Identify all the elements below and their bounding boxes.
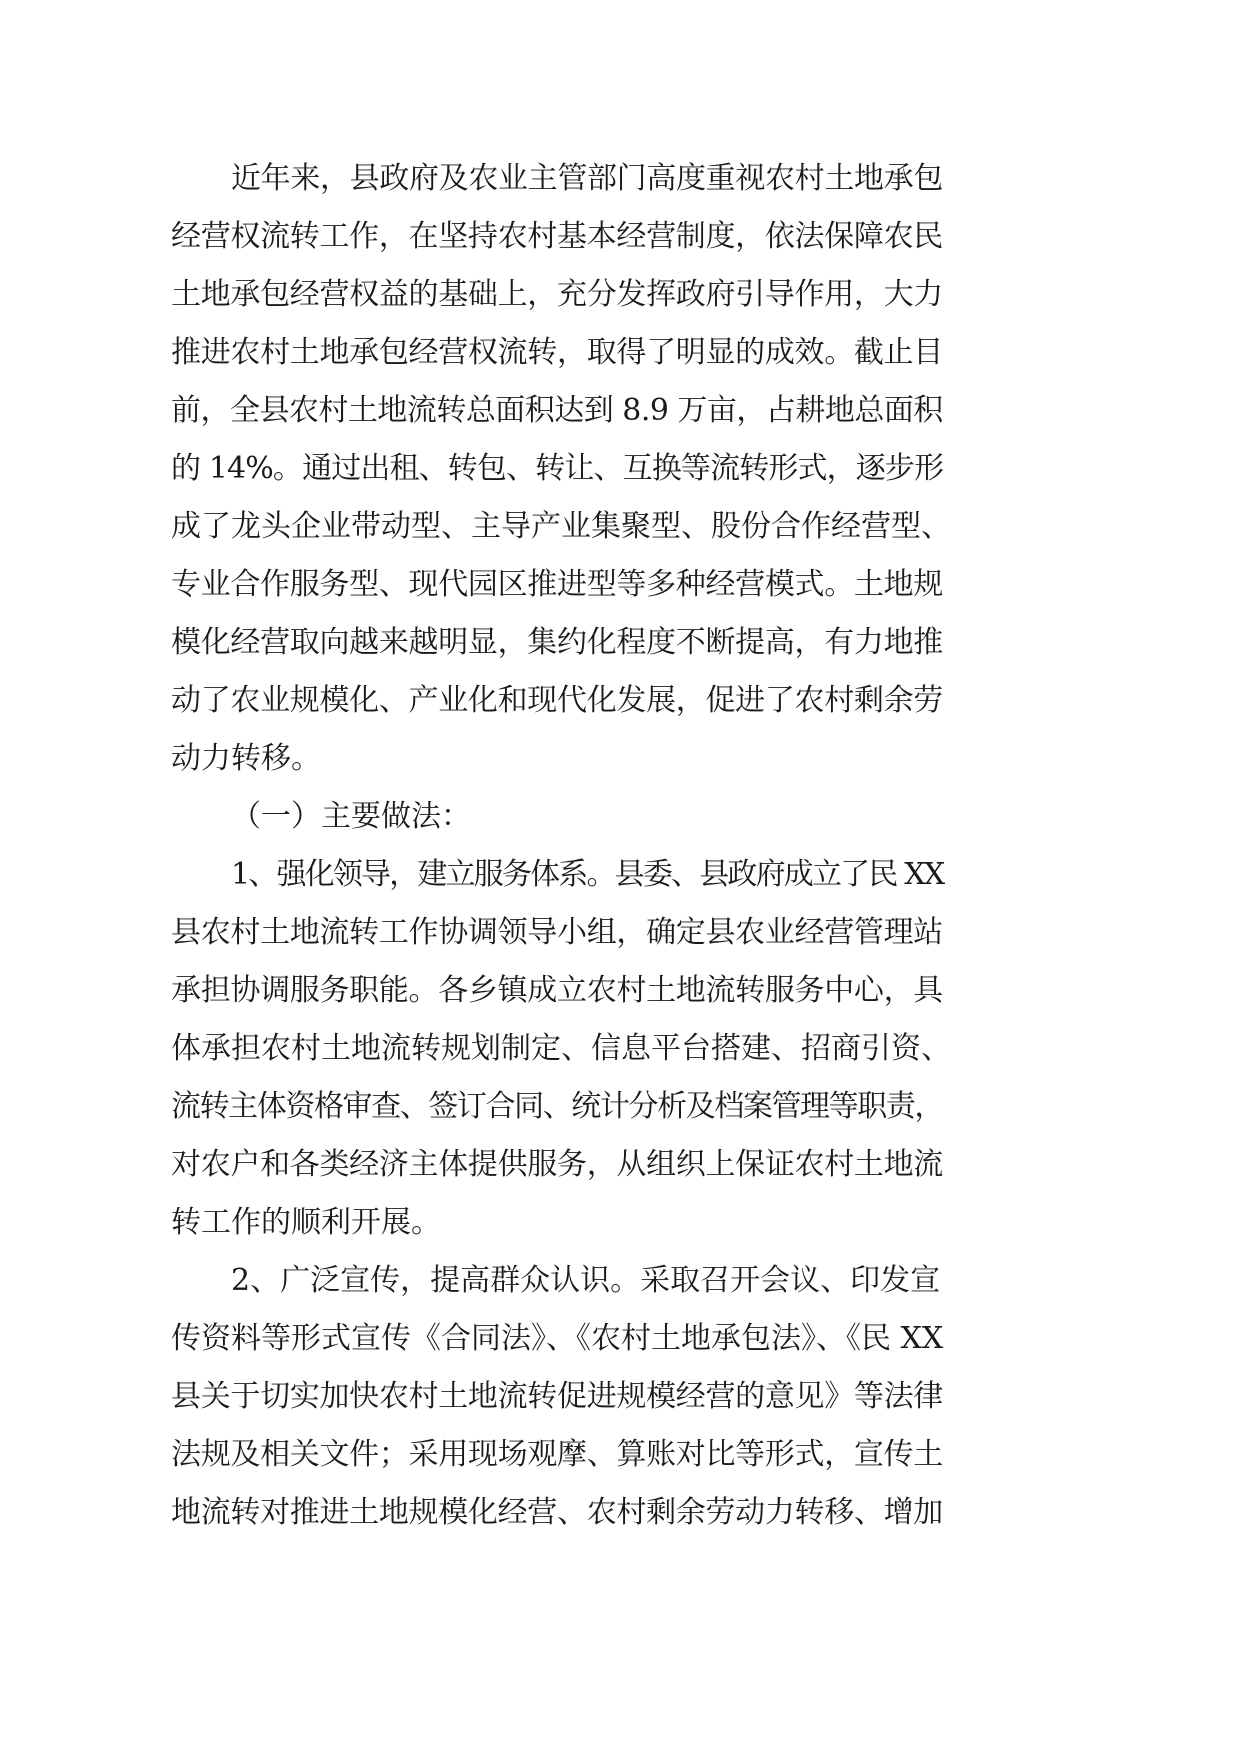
text-line: 县农村土地流转工作协调领导小组，确定县农业经营管理站 <box>171 915 943 950</box>
text-line: 近年来，县政府及农业主管部门高度重视农村土地承包 <box>231 161 943 196</box>
text-line: 传资料等形式宣传《合同法》、《农村土地承包法》、《民 XX <box>171 1321 944 1356</box>
text-line: 流转主体资格审查、签订合同、统计分析及档案管理等职责， <box>171 1089 943 1124</box>
text-line: 体承担农村土地流转规划制定、信息平台搭建、招商引资、 <box>171 1031 951 1066</box>
text-line: 对农户和各类经济主体提供服务，从组织上保证农村土地流 <box>171 1147 943 1182</box>
text-line: 前，全县农村土地流转总面积达到 8.9 万亩，占耕地总面积 <box>171 393 943 428</box>
text-line: 动力转移。 <box>171 741 321 776</box>
text-line: 地流转对推进土地规模化经营、农村剩余劳动力转移、增加 <box>171 1495 943 1530</box>
text-line: 经营权流转工作，在坚持农村基本经营制度，依法保障农民 <box>171 219 943 254</box>
text-line: 1、强化领导，建立服务体系。县委、县政府成立了民 XX <box>231 857 944 892</box>
section-heading: （一）主要做法： <box>231 799 471 834</box>
text-line: 推进农村土地承包经营权流转，取得了明显的成效。截止目 <box>171 335 943 370</box>
text-line: 动了农业规模化、产业化和现代化发展，促进了农村剩余劳 <box>171 683 943 718</box>
text-line: 转工作的顺利开展。 <box>171 1205 441 1240</box>
text-line: 模化经营取向越来越明显，集约化程度不断提高，有力地推 <box>171 625 943 660</box>
text-line: 专业合作服务型、现代园区推进型等多种经营模式。土地规 <box>171 567 943 602</box>
text-line: 县关于切实加快农村土地流转促进规模经营的意见》等法律 <box>171 1379 943 1414</box>
text-line: 法规及相关文件；采用现场观摩、算账对比等形式，宣传土 <box>171 1437 943 1472</box>
text-line: 土地承包经营权益的基础上，充分发挥政府引导作用，大力 <box>171 277 943 312</box>
text-line: 2、广泛宣传，提高群众认识。采取召开会议、印发宣 <box>231 1263 941 1298</box>
text-line: 成了龙头企业带动型、主导产业集聚型、股份合作经营型、 <box>171 509 951 544</box>
text-line: 的 14%。通过出租、转包、转让、互换等流转形式，逐步形 <box>171 451 944 486</box>
text-line: 承担协调服务职能。各乡镇成立农村土地流转服务中心，具 <box>171 973 943 1008</box>
